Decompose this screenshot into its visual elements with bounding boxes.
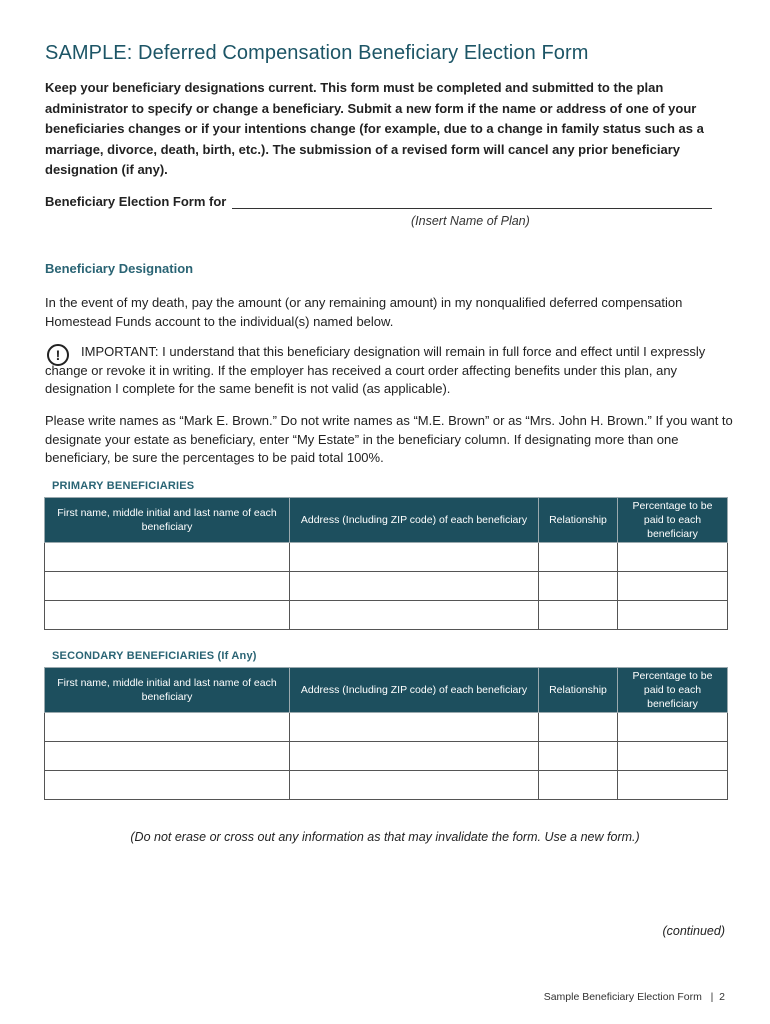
column-header-relationship: Relationship [539,498,618,543]
relationship-cell[interactable] [539,543,618,572]
address-cell[interactable] [290,572,539,601]
name-cell[interactable] [45,601,290,630]
column-header-name: First name, middle initial and last name of each beneficiary [45,668,290,713]
naming-instructions: Please write names as “Mark E. Brown.” Do not write names as “M.E. Brown” or as “Mrs. John H. Brown.” If you want to designate your estate as beneficiary, enter “My Estate” in the beneficiary column. If designating more than one beneficiary, be sure the percentages to be paid total 100%. [45,413,733,465]
erase-warning-note: (Do not erase or cross out any information as that may invalidate the form. Use a new form.) [130,830,640,844]
address-cell[interactable] [290,601,539,630]
percentage-cell[interactable] [618,713,728,742]
address-cell[interactable] [290,742,539,771]
table-row [45,543,728,572]
percentage-cell[interactable] [618,771,728,800]
primary-beneficiaries-table [44,497,728,630]
address-cell[interactable] [290,543,539,572]
percentage-cell[interactable] [618,742,728,771]
relationship-cell[interactable] [539,713,618,742]
secondary-beneficiaries-label: SECONDARY BENEFICIARIES (If Any) [52,650,257,662]
relationship-cell[interactable] [539,742,618,771]
primary-beneficiaries-label: PRIMARY BENEFICIARIES [52,480,195,492]
important-alert-icon: ! [47,344,69,366]
name-cell[interactable] [45,742,290,771]
relationship-cell[interactable] [539,771,618,800]
name-cell[interactable] [45,543,290,572]
column-header-percentage: Percentage to be paid to each beneficiary [618,498,728,543]
table-row [45,742,728,771]
page-footer: Sample Beneficiary Election Form | 2 [543,991,725,1003]
name-cell[interactable] [45,713,290,742]
column-header-address: Address (Including ZIP code) of each beneficiary [290,498,539,543]
plan-name-label: Beneficiary Election Form for [45,194,227,209]
table-row [45,572,728,601]
continued-label: (continued) [662,924,725,938]
page-title: SAMPLE: Deferred Compensation Beneficiary Election Form [45,42,589,64]
table-header-row [45,668,728,713]
beneficiary-designation-heading: Beneficiary Designation [45,261,194,276]
relationship-cell[interactable] [539,601,618,630]
name-cell[interactable] [45,572,290,601]
percentage-cell[interactable] [618,543,728,572]
table-row [45,713,728,742]
name-cell[interactable] [45,771,290,800]
column-header-address: Address (Including ZIP code) of each beneficiary [290,668,539,713]
table-row [45,601,728,630]
plan-name-field[interactable] [232,208,712,209]
table-header-row [45,498,728,543]
designation-paragraph: In the event of my death, pay the amount (or any remaining amount) in my nonqualified deferred compensation Homestead Funds account to the individual(s) named below. [45,295,683,329]
percentage-cell[interactable] [618,601,728,630]
table-row [45,771,728,800]
important-notice: IMPORTANT: I understand that this beneficiary designation will remain in full force and effect until I expressly change or revoke it in writing. If the employer has received a court order affecting benefits under this plan, any designation I complete for the same benefit is not valid (as applicable). [45,344,706,396]
relationship-cell[interactable] [539,572,618,601]
secondary-beneficiaries-table [44,667,728,800]
address-cell[interactable] [290,771,539,800]
intro-text: Keep your beneficiary designations current. This form must be completed and submitted to the plan administrator to specify or change a beneficiary. Submit a new form if the name or address of one of your beneficiaries changes or if your intentions change (for example, due to a change in family status such as a marriage, divorce, death, birth, etc.). The submission of a revised form will cancel any prior beneficiary designation (if any). [45,80,704,177]
plan-name-hint: (Insert Name of Plan) [411,214,530,228]
column-header-percentage: Percentage to be paid to each beneficiary [618,668,728,713]
column-header-relationship: Relationship [539,668,618,713]
percentage-cell[interactable] [618,572,728,601]
address-cell[interactable] [290,713,539,742]
column-header-name: First name, middle initial and last name of each beneficiary [45,498,290,543]
